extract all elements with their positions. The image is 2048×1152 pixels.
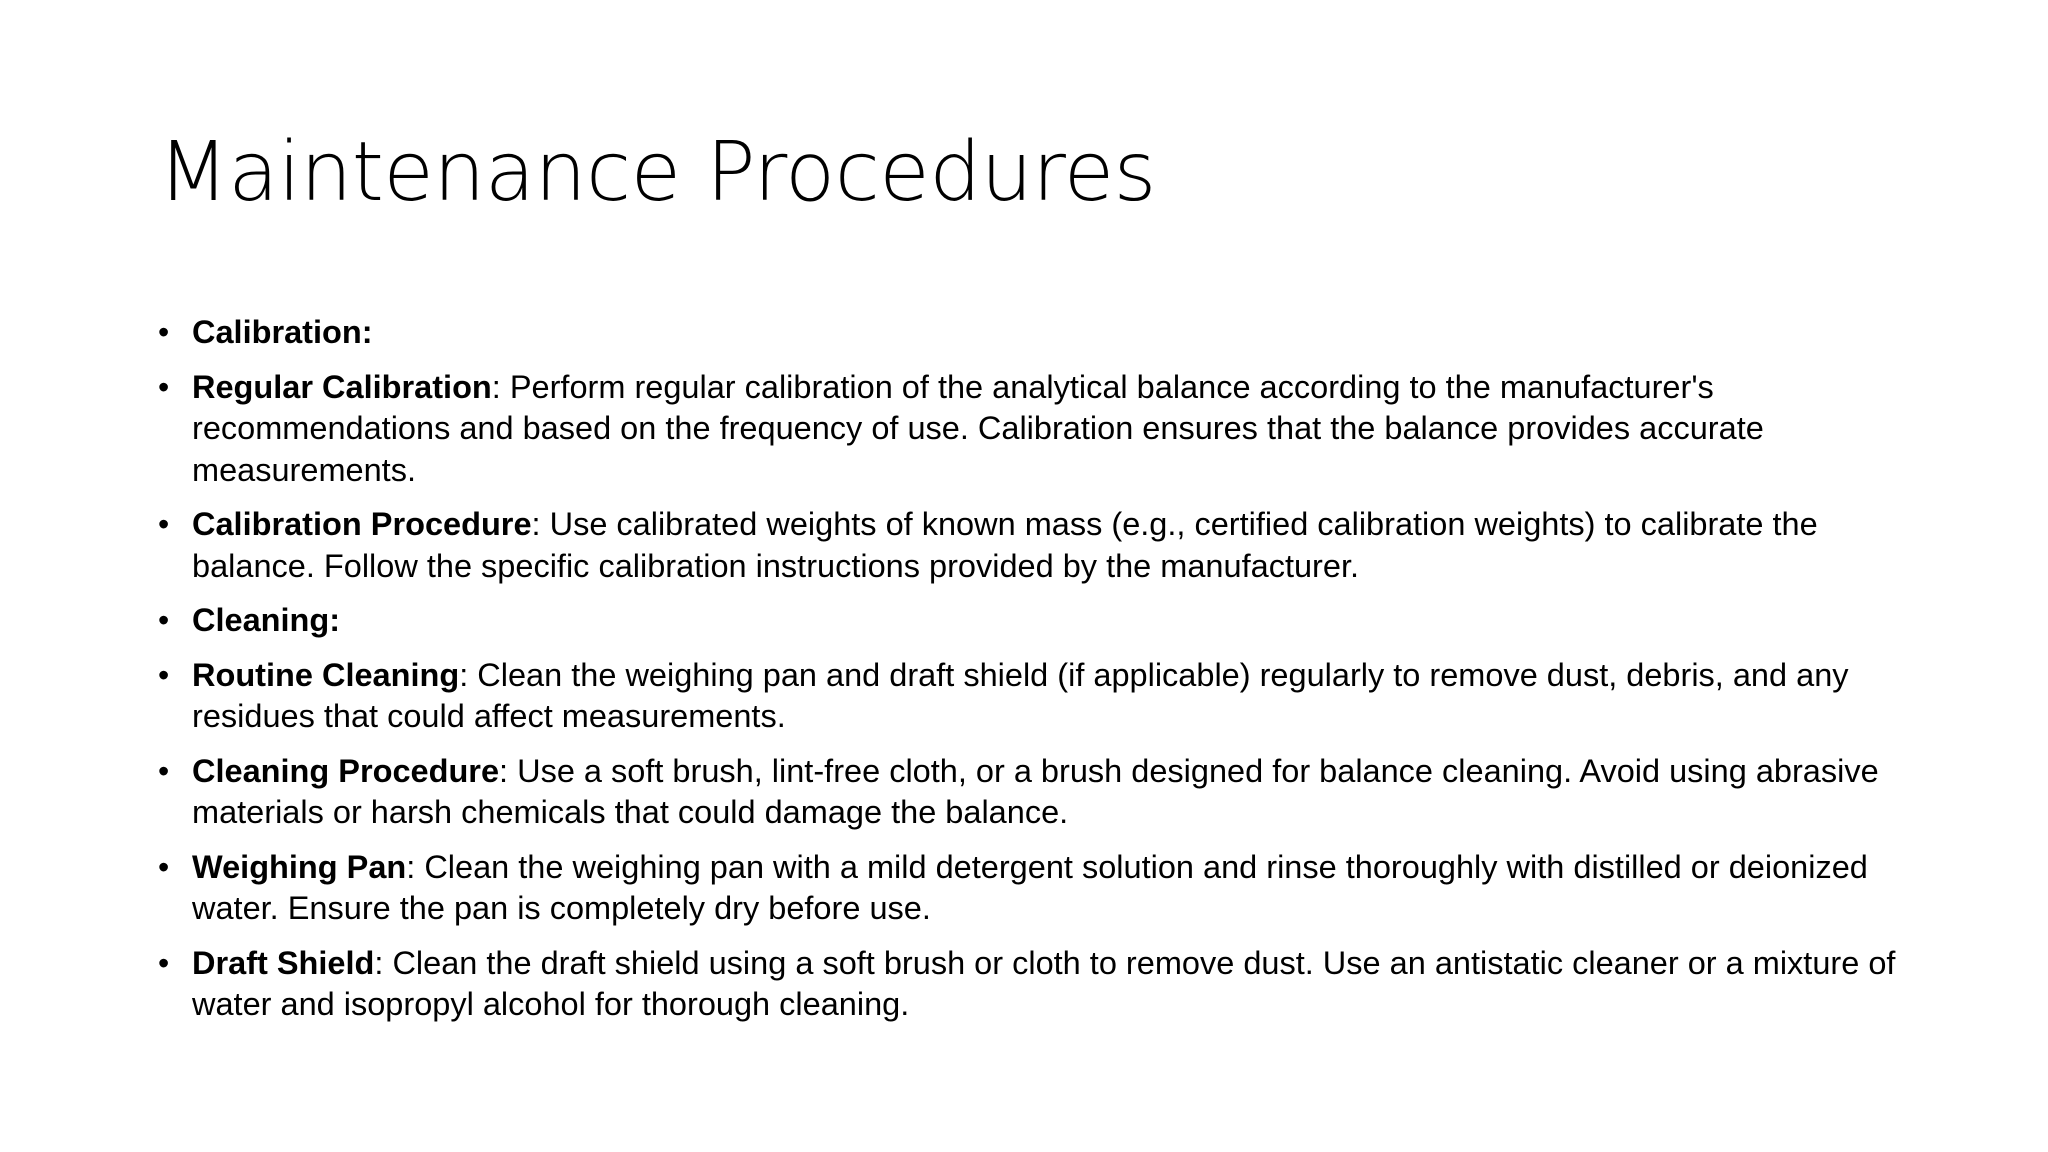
bullet-icon: • <box>158 314 170 350</box>
bullet-icon: • <box>158 752 170 789</box>
bullet-separator: : <box>459 656 469 693</box>
bullet-text: Perform regular calibration of the analytical balance according to the manufacturer's recommendations and based on the frequency of use. Calibration ensures that the balance provides accurate measurements. <box>192 368 1764 488</box>
bullet-icon: • <box>158 506 170 542</box>
bullet-icon: • <box>158 656 170 693</box>
bullet-item-cleaning-procedure <box>158 751 1918 834</box>
bullet-term: Cleaning: <box>192 602 341 638</box>
bullet-icon: • <box>158 848 170 885</box>
bullet-item-draft-shield <box>158 943 1918 1026</box>
bullet-term: Draft Shield <box>192 944 375 981</box>
bullet-text: Clean the weighing pan and draft shield (if applicable) regularly to remove dust, debris, and any residues that could affect measurements. <box>192 656 1849 734</box>
bullet-icon: • <box>158 944 170 981</box>
bullet-icon: • <box>158 368 170 405</box>
bullet-term: Routine Cleaning <box>192 656 460 693</box>
bullet-item-calibration-procedure <box>158 504 1918 587</box>
bullet-item-routine-cleaning <box>158 655 1918 738</box>
bullet-separator: : <box>406 848 416 885</box>
bullet-separator: : <box>374 944 384 981</box>
bullet-item-regular-calibration <box>158 367 1918 492</box>
bullet-item-calibration <box>158 312 1918 354</box>
bullet-term: Weighing Pan <box>192 848 407 885</box>
bullet-separator: : <box>491 368 501 405</box>
bullet-icon: • <box>158 602 170 638</box>
bullet-item-cleaning <box>158 600 1918 642</box>
bullet-term: Cleaning Procedure <box>192 752 500 789</box>
bullet-list <box>158 312 1918 1039</box>
slide-title: Maintenance Procedures <box>158 125 1156 220</box>
bullet-text: Use a soft brush, lint-free cloth, or a brush designed for balance cleaning. Avoid using abrasive materials or harsh chemicals that could damage the balance. <box>192 752 1879 830</box>
bullet-separator: : <box>531 506 541 542</box>
bullet-item-weighing-pan <box>158 847 1918 930</box>
bullet-text: Clean the draft shield using a soft brush or cloth to remove dust. Use an antistatic cleaner or a mixture of water and isopropyl alcohol for thorough cleaning. <box>192 944 1896 1022</box>
bullet-text: Use calibrated weights of known mass (e.g., certified calibration weights) to calibrate the balance. Follow the specific calibration instructions provided by the manufacturer. <box>192 506 1818 584</box>
bullet-separator: : <box>499 752 509 789</box>
bullet-term: Calibration Procedure <box>192 506 532 542</box>
bullet-term: Regular Calibration <box>192 368 492 405</box>
bullet-term: Calibration: <box>192 314 373 350</box>
bullet-text: Clean the weighing pan with a mild detergent solution and rinse thoroughly with distilled or deionized water. Ensure the pan is completely dry before use. <box>192 848 1868 926</box>
